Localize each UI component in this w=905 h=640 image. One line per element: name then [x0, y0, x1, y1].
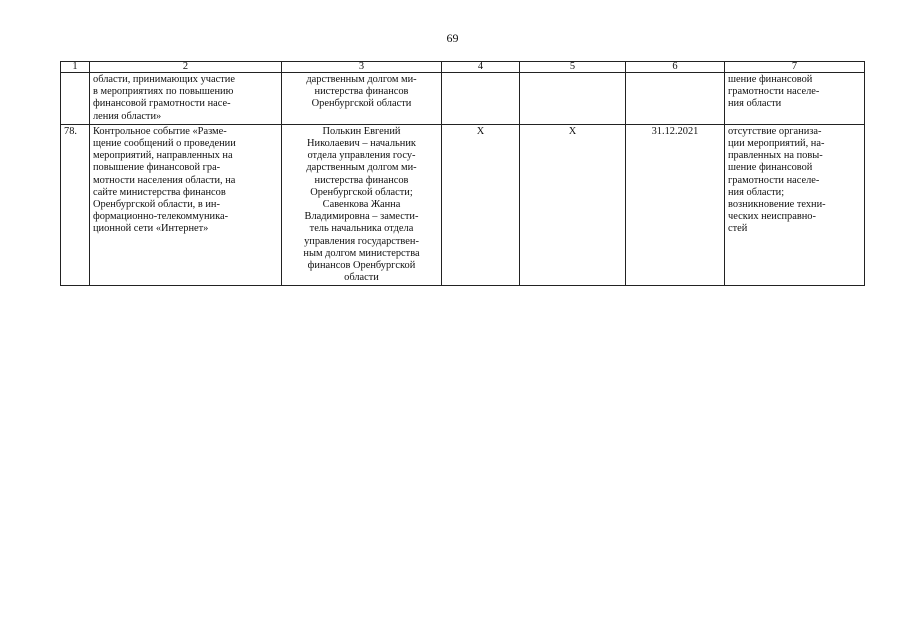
text-line: ния области [728, 98, 782, 110]
event-description [90, 73, 282, 125]
responsible-persons [282, 124, 442, 286]
text-line: шение финансовой [728, 162, 813, 174]
risks-cell [725, 73, 865, 125]
text-line: ления области» [93, 110, 162, 122]
col5-cell: Х [520, 124, 626, 286]
text-line: ным долгом министерства [303, 247, 420, 259]
text-line: Владимировна – замести- [304, 211, 419, 223]
header-cell: 7 [725, 62, 865, 73]
header-cell: 6 [626, 62, 725, 73]
text-line: Николаевич – начальник [307, 138, 416, 150]
text-line: грамотности населе- [728, 86, 820, 98]
text-line: грамотности населе- [728, 174, 820, 186]
text-line: щение сообщений о проведении [93, 138, 236, 150]
plan-table [60, 61, 865, 286]
text-line: тель начальника отдела [309, 223, 414, 235]
text-line: шение финансовой [728, 74, 813, 85]
text-line: области [344, 272, 379, 284]
header-cell: 1 [61, 62, 90, 73]
text-line: в мероприятиях по повышению [93, 86, 234, 98]
text-line: формационно-телекоммуника- [93, 211, 229, 223]
text-line: отсутствие организа- [728, 125, 822, 137]
text-line: Оренбургской области, в ин- [93, 199, 220, 211]
header-cell: 4 [442, 62, 520, 73]
col5-cell [520, 73, 626, 125]
risks-cell [725, 124, 865, 286]
col4-cell: Х [442, 124, 520, 286]
row-number: 78. [61, 124, 90, 286]
text-line: Савенкова Жанна [322, 199, 401, 211]
header-row [61, 62, 865, 73]
text-line: нистерства финансов [314, 174, 409, 186]
text-line: мероприятий, направленных на [93, 150, 233, 162]
text-line: стей [728, 223, 748, 235]
text-line: ния области; [728, 186, 785, 198]
event-description [90, 124, 282, 286]
text-line: Оренбургской области; [310, 186, 413, 198]
text-line: правленных на повы- [728, 150, 823, 162]
responsible-persons [282, 73, 442, 125]
text-line: повышение финансовой гра- [93, 162, 221, 174]
page-number: 69 [446, 31, 459, 45]
text-line: Контрольное событие «Разме- [93, 125, 227, 137]
text-line: ческих неисправно- [728, 211, 816, 223]
text-line: области, принимающих участие [93, 74, 235, 85]
text-line: отдела управления госу- [307, 150, 416, 162]
row-number [61, 73, 90, 125]
text-line: финансов Оренбургской [307, 260, 416, 272]
text-line: возникновение техни- [728, 199, 826, 211]
header-cell: 5 [520, 62, 626, 73]
header-cell: 3 [282, 62, 442, 73]
text-line: ционной сети «Интернет» [93, 223, 209, 235]
text-line: Полькин Евгений [322, 125, 401, 137]
text-line: мотности населения области, на [93, 174, 236, 186]
text-line: Оренбургской области [311, 98, 412, 110]
text-line: управления государствен- [304, 235, 419, 247]
text-line: дарственным долгом ми- [306, 74, 417, 85]
text-line: нистерства финансов [314, 86, 409, 98]
col4-cell [442, 73, 520, 125]
date-cell [626, 73, 725, 125]
text-line: финансовой грамотности насе- [93, 98, 231, 110]
date-cell: 31.12.2021 [626, 124, 725, 286]
table-row [61, 73, 865, 125]
text-line: сайте министерства финансов [93, 186, 226, 198]
text-line: дарственным долгом ми- [306, 162, 417, 174]
text-line: ции мероприятий, на- [728, 138, 825, 150]
header-cell: 2 [90, 62, 282, 73]
table-row [61, 124, 865, 286]
